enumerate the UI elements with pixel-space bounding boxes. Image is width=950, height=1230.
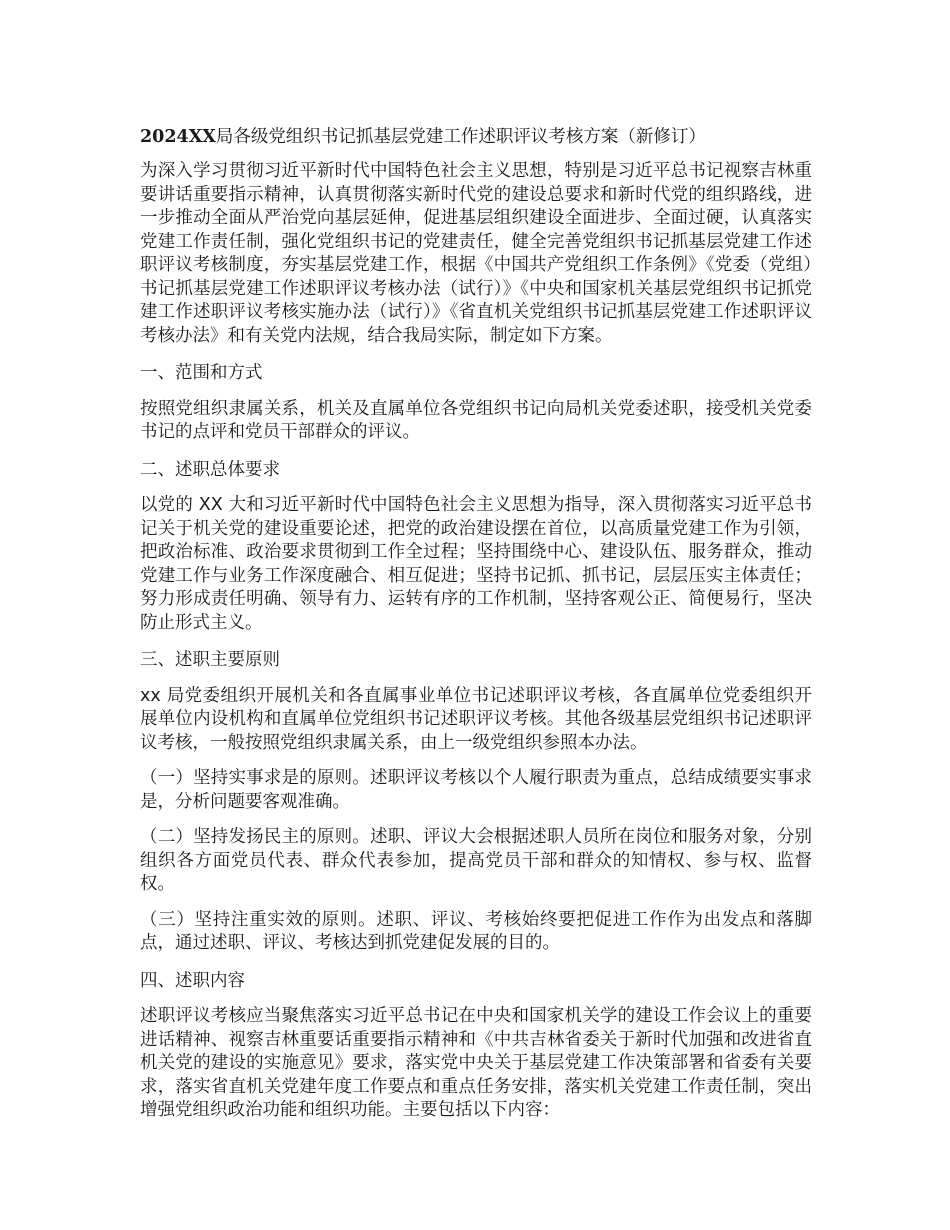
principle-item-2: （二）坚持发扬民主的原则。述职、评议大会根据述职人员所在岗位和服务对象，分别组织各方面党员代表、群众代表参加，提高党员干部和群众的知情权、参与权、监督权。 bbox=[140, 827, 812, 894]
principle-item-1: （一）坚持实事求是的原则。述职评议考核以个人履行职责为重点，总结成绩要实事求是，分析问题要客观准确。 bbox=[140, 768, 812, 812]
section-heading-principles: 三、述职主要原则 bbox=[140, 650, 280, 670]
principle-item-3: （三）坚持注重实效的原则。述职、评议、考核始终要把促进工作作为出发点和落脚点，通过述职、评议、考核达到抓党建促发展的目的。 bbox=[140, 909, 812, 953]
intro-paragraph: 为深入学习贯彻习近平新时代中国特色社会主义思想，特别是习近平总书记视察吉林重要讲话重要指示精神，认真贯彻落实新时代党的建设总要求和新时代党的组织路线，进一步推动全面从严治党向基层延伸，促进基层组织建设全面进步、全面过硬，认真落实党建工作责任制，强化党组织书记的党建责任，健全完善党组织书记抓基层党建工作述职评议考核制度，夯实基层党建工作，根据《中国共产党组织工作条例》《党委（党组）书记抓基层党建工作述职评议考核办法（试行）》《中央和国家机关基层党组织书记抓党建工作述职评议考核实施办法（试行）》《省直机关党组织书记抓基层党建工作述职评议考核办法》和有关党内法规，结合我局实际，制定如下方案。 bbox=[140, 161, 812, 346]
document-page bbox=[140, 124, 812, 1123]
principles-paragraph: xx 局党委组织开展机关和各直属事业单位书记述职评议考核，各直属单位党委组织开展单位内设机构和直属单位党组织书记述职评议考核。其他各级基层党组织书记述职评议考核，一般按照党组织隶属关系，由上一级党组织参照本办法。 bbox=[140, 685, 812, 753]
section-heading-scope: 一、范围和方式 bbox=[140, 363, 263, 383]
scope-paragraph: 按照党组织隶属关系，机关及直属单位各党组织书记向局机关党委述职，接受机关党委书记的点评和党员干部群众的评议。 bbox=[140, 398, 812, 442]
title-year-code: 2024XX bbox=[140, 127, 216, 147]
section-heading-requirements: 二、述职总体要求 bbox=[140, 459, 280, 480]
title-text: 局各级党组织书记抓基层党建工作述职评议考核方案（新修订） bbox=[215, 127, 706, 147]
requirements-paragraph: 以党的 XX 大和习近平新时代中国特色社会主义思想为指导，深入贯彻落实习近平总书记关于机关党的建设重要论述，把党的政治建设摆在首位，以高质量党建工作为引领，把政治标准、政治要求贯彻到工作全过程；坚持围绕中心、建设队伍、服务群众，推动党建工作与业务工作深度融合、相互促进；坚持书记抓、抓书记，层层压实主体责任；努力形成责任明确、领导有力、运转有序的工作机制，坚持客观公正、简便易行，坚决防止形式主义。 bbox=[140, 495, 812, 633]
content-paragraph: 述职评议考核应当聚焦落实习近平总书记在中央和国家机关学的建设工作会议上的重要进话精神、视察吉林重要话重要指示精神和《中共吉林省委关于新时代加强和改进省直机关党的建设的实施意见》要求，落实党中央关于基层党建工作决策部署和省委有关要求，落实省直机关党建年度工作要点和重点任务安排，落实机关党建工作责任制，突出增强党组织政治功能和组织功能。主要包括以下内容： bbox=[140, 1006, 812, 1120]
document-title bbox=[140, 124, 812, 150]
section-heading-content: 四、述职内容 bbox=[140, 970, 245, 991]
